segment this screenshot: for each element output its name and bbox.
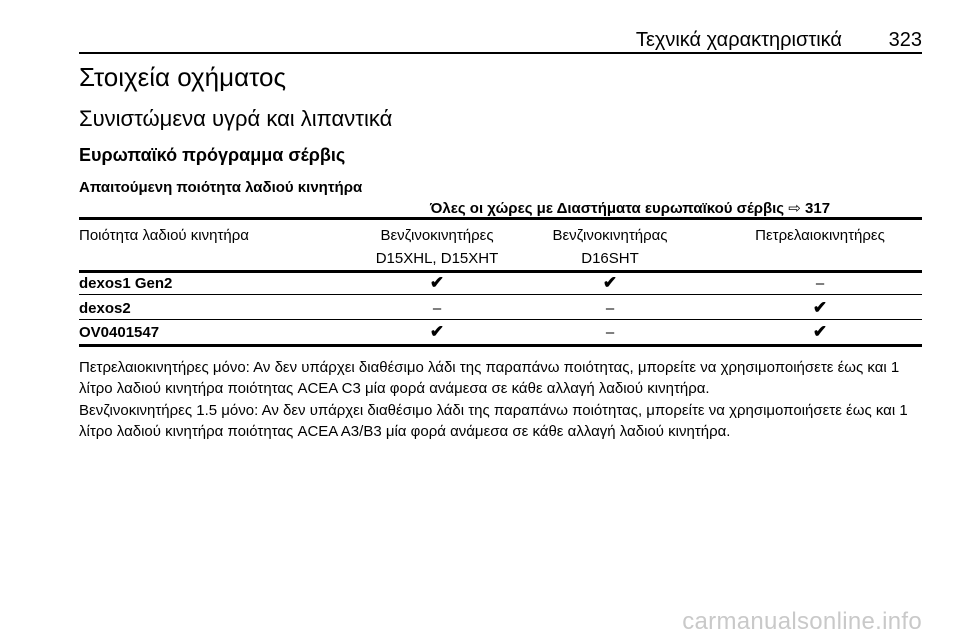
page-number: 323 <box>888 29 922 51</box>
diesel-note: Πετρελαιοκινητήρες μόνο: Αν δεν υπάρχει διαθέσιμο λάδι της παραπάνω ποιότητας, μπορείτε να χρησιμοποιήσετε έως και 1 λίτρο λαδιού κινητήρα ποιότητας ACEA C3 μία φορά ανάμεσα σε κάθε αλλαγή λαδιού κινητήρα. <box>79 359 900 397</box>
header-divider <box>79 52 922 54</box>
check-icon: ✔ <box>812 322 828 341</box>
dash-icon: – <box>432 300 442 317</box>
table-caption <box>430 199 830 217</box>
table-header-rule <box>79 270 922 273</box>
header-petrol-engines: Βενζινοκινητήρες <box>380 227 494 244</box>
page-header <box>79 26 922 54</box>
check-icon: ✔ <box>812 298 828 317</box>
header-oil-quality: Ποιότητα λαδιού κινητήρα <box>79 227 249 244</box>
check-icon: ✔ <box>602 273 618 292</box>
watermark: carmanualsonline.info <box>682 608 922 635</box>
page-reference-arrow-icon[interactable]: ⇨ <box>788 200 801 217</box>
row-divider <box>79 294 922 295</box>
table-bottom-rule <box>79 344 922 347</box>
table-caption-text: Όλες οι χώρες με Διαστήματα ευρωπαϊκού σέρβις <box>430 200 785 217</box>
dash-icon: – <box>605 324 615 341</box>
subsection-title: Συνιστώμενα υγρά και λιπαντικά <box>79 106 393 131</box>
row-label: OV0401547 <box>79 324 160 341</box>
header-petrol-engine-code: D16SHT <box>581 250 639 267</box>
page-reference-number[interactable]: 317 <box>805 200 831 217</box>
row-divider <box>79 319 922 320</box>
header-title: Τεχνικά χαρακτηριστικά <box>635 29 842 51</box>
dash-icon: – <box>605 300 615 317</box>
row-label: dexos1 Gen2 <box>79 275 173 292</box>
header-petrol-engine: Βενζινοκινητήρας <box>552 227 668 244</box>
petrol-note: Βενζινοκινητήρες 1.5 μόνο: Αν δεν υπάρχει διαθέσιμο λάδι της παραπάνω ποιότητας, μπορείτε να χρησιμοποιήσετε έως και 1 λίτρο λαδιού κινητήρα ποιότητας ACEA A3/B3 μία φορά ανάμεσα σε κάθε αλλαγή λαδιού κινητήρα. <box>79 402 908 440</box>
oil-quality-heading: Απαιτούμενη ποιότητα λαδιού κινητήρα <box>79 179 363 196</box>
header-petrol-engines-codes: D15XHL, D15XHT <box>375 250 499 267</box>
dash-icon: – <box>815 275 825 292</box>
row-label: dexos2 <box>79 300 131 317</box>
program-title: Ευρωπαϊκό πρόγραμμα σέρβις <box>79 145 346 165</box>
header-diesel-engines: Πετρελαιοκινητήρες <box>755 227 885 244</box>
section-title: Στοιχεία οχήματος <box>79 62 287 92</box>
check-icon: ✔ <box>429 273 445 292</box>
table-top-rule <box>79 217 922 220</box>
check-icon: ✔ <box>429 322 445 341</box>
